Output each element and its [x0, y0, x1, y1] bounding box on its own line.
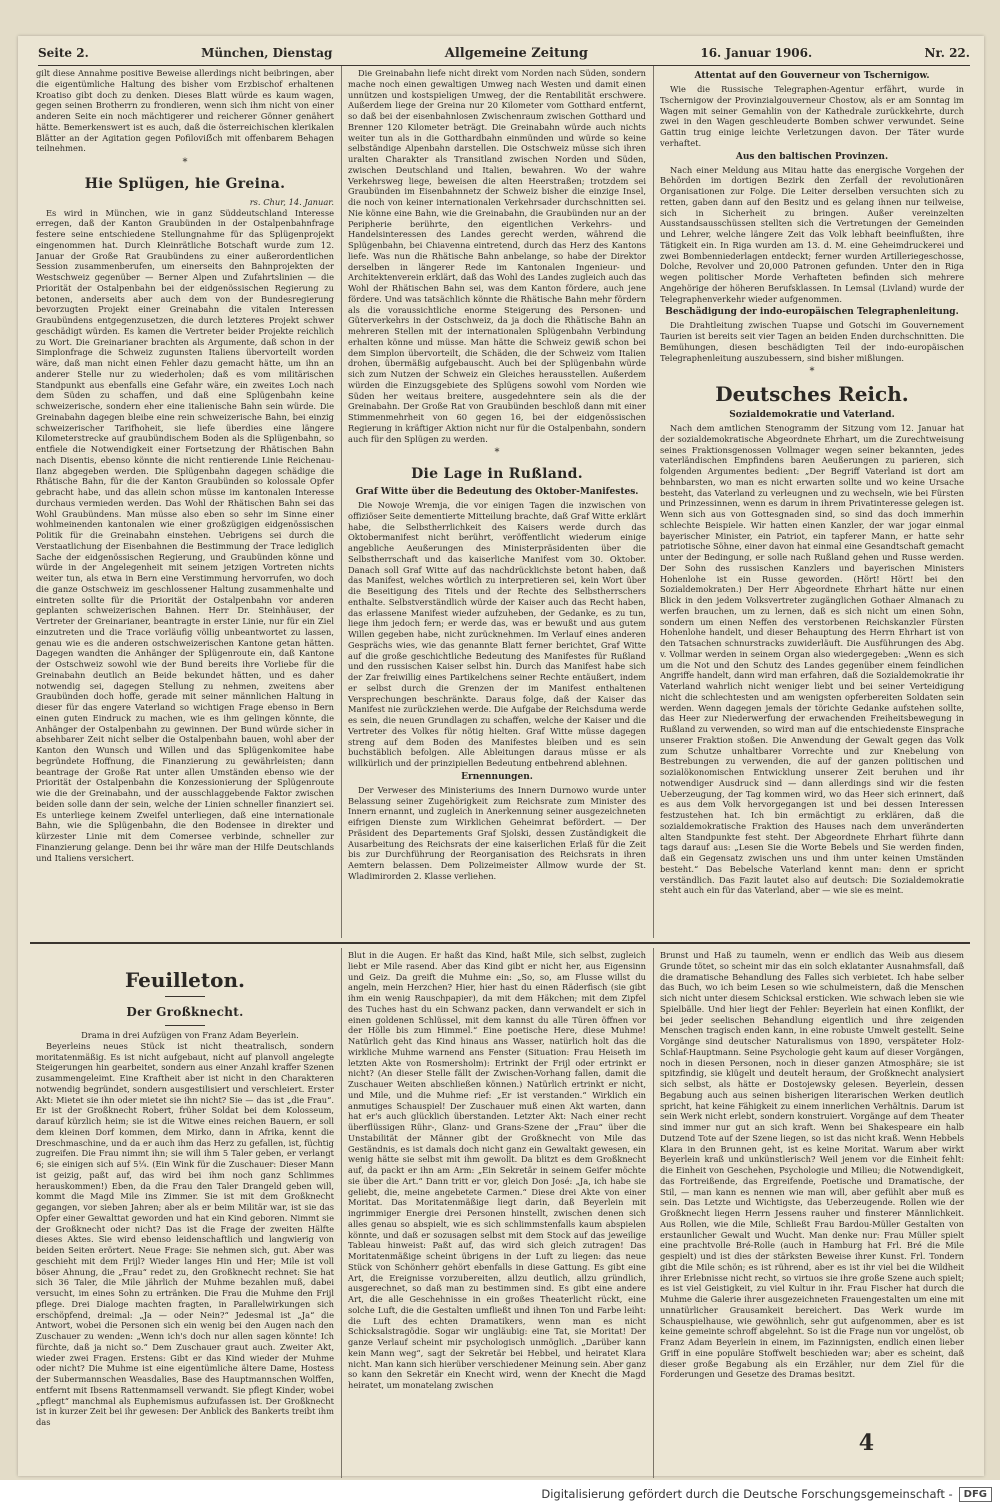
- feuilleton-title: Feuilleton.: [125, 968, 245, 992]
- article-dateline: rs. Chur, 14. Januar.: [249, 196, 334, 207]
- page-number: Seite 2.: [38, 46, 89, 60]
- article-subtitle: Graf Witte über die Bedeutung des Oktober-Manifestes.: [355, 487, 639, 497]
- city-date: München, Dienstag: [201, 46, 333, 60]
- column-rule: [653, 948, 654, 1478]
- feuilleton-byline: Drama in drei Aufzügen von Franz Adam Beyerlein.: [81, 1030, 299, 1040]
- feuilleton-body: Blut in die Augen. Er haßt das Kind, haßt Mile, sich selbst, zugleich liebt er Mile rasend. Aber das Kind gibt er nicht her, aus Eigensinn und Geiz. Da greift die Muhme ein: „So, so, am Flusse willst du angeln, mein Herzchen? Hier, hier hast du einen Räderfisch (sie gibt ihm ein wenig Rauschpapier), da mit dem Häkchen; mit dem Zipfel des Tuches hast du ein Schwanz packen, dann verwandelt er sich in einen goldenen Schlüssel, mit dem kannst du alle Türen öffnen vor der Hölle bis zum Himmel.“ Eine poetische Here, diese Muhme! Natürlich geht das Kind hinaus ans Wasser, natürlich holt das die wirkliche Muhme warnend ans Fenster (Situation: Frau Heiseth im letzten Akte von Rosmersholm): Ertrinkt der Frijl oder ertrinkt er nicht? (An dieser Stelle fällt der Zwischen-Vorhang fallen, damit die Zuschauer Weiten abschließen können.) Natürlich ertrinkt er nicht, und Mile, und die Muhme rief: „Er ist verstanden.“ Wirklich ein anmutiges Schauspiel! Der Zuschauer muß einen Akt warten, dann hat er's auch glücklich überstanden. Letzter Akt: Nach einer recht überflüssigen Rühr-, Glanz- und Grans-Szene der „Frau“ über die Unstabilität der Männer gibt der Großknecht von Mile das Geständnis, es ist damals doch nicht ganz ein Gewaltakt gewesen, ein wenig hätte sie selbst mit ihm gewollt. Da blitzt es dem Großknecht auf, da packt er ihn am Arm: „Ein Sekretär in seinem Geifer möchte sie über die Art.“ Dann tritt er vor, gleich Don José: „Ja, ich habe sie geliebt, die, meine angebetete Carmen.“ Diese drei Akte von einer Moritat. Das Moritatenmäßige liegt darin, daß Beyerlein mit ingrimmiger Energie drei Personen hinstellt, zwischen denen sich alles genau so abspielt, wie es sich schlimmstenfalls kaum abspielen könnte, und daß er sozusagen selbst mit dem Stock auf das jeweilige Tableau hinweist: Paßt auf, das wird sich gleich zutragen! Das Moritatenmäßige scheint übrigens in der Luft zu liegen: das neue Stück von Schönherr gehört ebenfalls in diese Gattung. Es gibt eine Art, die Ereignisse vorzubereiten, allzu deutlich, allzu gründlich, ausgerechnet, so daß man zu bestimmen sind. Es gibt eine andere Art, die alle Geschehnisse in ein großes Theaterlicht rückt, eine solche Luft, die die Gestalten umfließt und ihnen Ton und Farbe leiht: die Luft des echten Dramatikers, wenn man es nicht Schicksalstragödie. Sogar wir ungläubig: eine Tat, sie Moritat! Der ganze Verlauf scheint mir psychologisch unmöglich. „Darüber kann kein Mann weg“, sagt der Sekretär bei Hebbel, und heiratet Klara nicht. Man kann sich hierüber verschiedener Meinung sein. Aber ganz so kann den Sekretär ein Knecht wird, wenn der Knecht die Magd heiratet, um monatelang zwischen: [348, 950, 646, 1390]
- digitization-footer: [0, 1480, 1000, 1508]
- feuilleton-body: Brunst und Haß zu taumeln, wenn er endlich das Weib aus diesem Grunde tötet, so scheint mir das ein solch eklatanter Ausnahmsfall, daß die dramatische Behandlung des Falles sich verbietet. Ich habe selber das Buch, wo ich beim Lesen so wie schulmeistern, daß die Menschen sich nicht unter diesem Schicksal ersticken. Wie schwach leben sie wie Spielbälle. Und hier liegt der Fehler: Beyerlein hat einen Konflikt, der bei jeder seelischen Behandlung eigentlich und ihre zeigenden Menschen tragisch enden kann, in eine robuste Umwelt gestellt. Seine Vorgänge sind deutscher Naturalismus von 1890, verspäteter Holz-Schlaf-Hauptmann. Seine Psychologie geht kaum auf dieser Vorgängen, noch in diesen Personen, noch in dieser ganzen Atmosphäre; sie ist spitzfindig, sie klügelt und deutelt heraum, der Großknecht analysiert sich selbst, als hätte er Dostojewsky gelesen. Beyerlein, dessen Begabung auch aus seinen bisherigen literarischen Werken deutlich spricht, hat keine Fähigkeit zu einem innerlichen Verhältnis. Darum ist sein Werk nicht erlebt, sondern konstruiert. Vorgänge auf dem Theater sind immer nur gut an sich kraft. Wenn bei Shakespeare ein halb Dutzend Tote auf der Szene liegen, so ist das nicht kraß. Wenn Hebbels Klara in den Brunnen geht, ist es keine Moritat. Warum aber wirkt Beyerlein kraß und unkünstlerisch? Weil jenem vor die Einheit fehlt: die Einheit von Geschehen, Psychologie und Milieu; die Notwendigkeit, das Fortreißende, das Ergreifende, Poetische und Dramatische, der Stil, — man kann es nennen wie man will, aber gefühlt aber muß es sein. Das Letzte und Wichtigste, das Ueberzeugende. Rollen wie der Großknecht liegen Herrn Jessens rauher und finsterer Männlichkeit. Aus Rollen, wie die Mile, Schließt Frau Bardou-Müller Gestalten von erstaunlicher Gewalt und Wucht. Man denke nur: Frau Müller spielt eine prachtvolle Bré-Rolle (auch in Hamburg hat Frl. Bré die Mile gespielt) und ist dies der stärksten Beweise ihrer Kunst. Frl. Tondern gibt die Mile schön; es ist rührend, aber es ist ihr viel bei die Wildheit ihrer Erlebnisse nicht recht, so virtuos sie ihre große Szene auch spielt; es ist viel Geistigkeit, zu viel Kultur in ihr. Frau Fischer hat durch die Muhme die Galerie ihrer ausgezeichneten Frauengestalten um eine mit unnatürlicher Grausamkeit bereichert. Das Werk wurde im Schauspielhause, wie gewöhnlich, sehr gut aufgenommen, aber es ist keine gemeinte schroff abgelehnt. So ist die Frage nun vor ungelöst, ob Franz Adam Beyerlein in einem, im Fazinnigsten, endlich einen lieber Griff in eine populäre Stoffwelt beschieden war; aber es scheint, daß dieser große Begabung als ein Erzähler, nur dem Ziel für die Forderungen und Gesetze des Dramas besitzt.: [660, 950, 964, 1380]
- separator-star: *: [494, 447, 500, 459]
- feuilleton-column-1: [36, 950, 334, 1475]
- issue-number: Nr. 22.: [924, 46, 970, 60]
- article-body: Die Greinabahn liefe nicht direkt vom Norden nach Süden, sondern mache noch einen gewaltigen Umweg nach Westen und damit einen unnützen und kostspieligen Umweg, der die Rentabilität erschwere. Außerdem liege der Greina nur 20 Kilometer vom Gotthard entfernt, so daß bei der eisenbahnlosen Zwischenraum zwischen Gotthard und Brenner 120 Kilometer beträgt. Die Greinabahn würde auch nichts weiter tun als in die Gotthardbahn einmünden und würde so keine selbständige Alpenbahn darstellen. Die Ostschweiz müsse sich ihren uralten Charakter als Transitland zwischen Norden und Süden, zwischen Deutschland und Italien, bewahren. Wo der wahre Verkehrsweg liege, beweisen die alten Heerstraßen; trotzdem sei Graubünden im Eisenbahnnetz der Schweiz bisher die einzige Insel, die noch von keiner internationalen Verkehrsader durchschnitten sei. Nie könne eine Bahn, wie die Greinabahn, die Graubünden nur an der Peripherie berührte, den eigentlichen Verkehrs- und Handelsinteressen des Landes gerecht werden, während die Splügenbahn, bei Chiavenna eintretend, durch das Herz des Kantons liefe. Was nun die Rhätische Bahn anbelange, so habe der Direktor derselben in längerer Rede im Kantonalen Ingenieur- und Architektenverein erklärt, daß das Wohl des Landes zugleich auch das Wohl der Rhätischen Bahn sei, was dem Kanton fördere, auch jene fördere. Und was tatsächlich könnte die Rhätische Bahn mehr fördern als die voraussichtliche enorme Steigerung des Personen- und Güterverkehrs in der Ostschweiz, da ja doch die Rhätische Bahn an mehreren Stellen mit der internationalen Splügenbahn Verbindung erhalten könne und müsse. Man hätte die Schweiz gewiß schon bei dem Simplon übervorteilt, die Schäden, die der Schweiz vom Italien drohen, übermäßig aufgebauscht. Auch bei der Splügenbahn würde sich zum Nutzen der Schweiz ein Gleiches herausstellen. Außerdem würden die Einzugsgebiete des Splügens sowohl vom Norden wie Süden her weitaus breitere, ausgedehntere sein als die der Greinabahn. Der Große Rat von Graubünden beschloß dann mit einer Stimmenmehrheit von 60 gegen 16, bei der eidgenössischen Regierung in kräftiger Aktion nicht nur für die Ostalpenbahn, sondern auch für den Splügen zu werden.: [348, 68, 646, 444]
- issue-date: 16. Januar 1906.: [700, 46, 813, 60]
- title-rule: [165, 1025, 205, 1026]
- column-rule: [341, 948, 342, 1478]
- section-subtitle: Sozialdemokratie und Vaterland.: [729, 410, 895, 420]
- feuilleton-column-2: [348, 950, 646, 1475]
- feuilleton-column-3: [660, 950, 964, 1475]
- section-title: Deutsches Reich.: [715, 382, 909, 406]
- column-rule: [653, 66, 654, 938]
- column-3: [660, 68, 964, 940]
- section-subtitle: Beschädigung der indo-europäischen Telegraphenleitung.: [665, 307, 959, 318]
- separator-star: *: [182, 157, 188, 168]
- column-1: [36, 68, 334, 940]
- article-body: Die Drahtleitung zwischen Tuapse und Gotschi im Gouvernement Taurien ist bereits seit vier Tagen an beiden Enden durchschnitten. Die Bemühungen, diesen beschädigten Teil der indo-europäischen Telegraphenleitung auszubessern, sind bisher mißlungen.: [660, 320, 964, 363]
- page-header: [38, 44, 970, 66]
- section-subtitle: Aus den baltischen Provinzen.: [735, 151, 889, 162]
- section-subtitle: Attentat auf den Gouverneur von Tschernigow.: [694, 71, 930, 81]
- dfg-logo: DFG: [959, 1487, 992, 1502]
- article-title: Hie Splügen, hie Greina.: [84, 175, 286, 192]
- article-body: Die Nowoje Wremja, die vor einigen Tagen die inzwischen von offiziöser Seite dementierte Mitteilung brachte, daß Graf Witte erklärt habe, die Selbstherrlichkeit des Kaisers werde durch das Oktobermanifest nicht berührt, veröffentlicht wiederum einige angebliche Aeußerungen des Ministerpräsidenten über die Selbstherrschaft und das kaiserliche Manifest vom 30. Oktober. Danach soll Graf Witte auf das nachdrücklichste betont haben, daß das Manifest, welches wörtlich zu interpretieren sei, kein Wort über die Beseitigung des Titels und der Rechte des Selbstherrschers enthalte. Selbstverständlich würde der Kaiser auch das Recht haben, das erlassene Manifest wieder aufzuheben, der Gedanke, es zu tun, liege ihm jedoch fern; er werde das, was er bewußt und aus gutem Willen gegeben habe, nicht zurücknehmen. Im Verlauf eines anderen Gesprächs wies, wie das genannte Blatt ferner berichtet, Graf Witte auf die große geschichtliche Bedeutung des Manifestes für Rußland und den russischen Kaiser selbst hin. Durch das Manifest habe sich der Zar freiwillig eines Partikelchens seiner Rechte entäußert, indem er selbst durch die Grenzen der im Manifest enthaltenen Versprechungen beschränkte. Daraus folge, daß der Kaiser das Manifest nie zurückziehen werde. Die Aufgabe der Reichsduma werde es sein, die neuen Grundlagen zu schaffen, welche der Kaiser und die Vertreter des Volkes für nötig hielten. Graf Witte müsse dagegen streng auf dem Boden des Manifestes bleiben und es sein buchstäblich befolgen. Alle Ableitungen daraus müsse er als willkürlich und der prinzipiellen Bedeutung entbehrend ablehnen.: [348, 500, 646, 768]
- article-body: Der Verweser des Ministeriums des Innern Durnowo wurde unter Belassung seiner Zugehörigkeit zum Reichsrate zum Minister des Innern ernannt, und zugleich in Anerkennung seiner ausgezeichneten eifrigen Dienste zum Wirklichen Geheimrat befördert. — Der Präsident des Departements Graf Sjolski, dessen Zuständigkeit die Ausarbeitung des Reichsrats der eine kaiserlichen Erlaß für die Zeit bis zur Durchführung der Reorganisation des Reichsrats in ihren Aemtern belassen. Dem Polizeimeister Allmow wurde der St. Wladimirorden 2. Klasse verliehen.: [348, 784, 646, 881]
- newspaper-name: Allgemeine Zeitung: [444, 45, 588, 61]
- feuilleton-subtitle: Der Großknecht.: [126, 1005, 244, 1019]
- article-body: Wie die Russische Telegraphen-Agentur erfährt, wurde in Tschernigow der Provinzialgouverneur Chostow, als er am Sonntag im Wagen mit seiner Gemahlin von der Kathedrale zurückkehrte, durch zwei in den Wagen geschleuderte Bomben schwer verwundet. Seine Gattin trug einige leichte Verletzungen davon. Der Täter wurde verhaftet.: [660, 84, 964, 148]
- article-continuation: gilt diese Annahme positive Beweise allerdings nicht beibringen, aber die eigentümliche Haltung des bisher vom Erzbischof erhaltenen Kroatiso gibt doch zu denken. Dieses Blatt würde es kaum wagen, gegen seinen Brotherrn zu frondieren, wenn sich ihm nicht von einer anderen Seite ein noch mächtigerer und reicherer Gönner genähert hätte. Bemerkenswert ist es auch, daß die österreichischen klerikalen Blätter an der Agitation gegen Pofiloviẞch mit offenbarem Behagen teilnehmen.: [36, 68, 334, 154]
- page-mark: 4: [858, 1430, 874, 1456]
- article-body: Es wird in München, wie in ganz Süddeutschland Interesse erregen, daß der Kanton Graubünden in der Ostalpenbahnfrage festere seine entschiedene Stellungnahme für das Splügenprojekt eingenommen hat. Durch Kleinrätliche Botschaft wurde zum 12. Januar der Große Rat Graubündens zu einer außerordentlichen Session zusammenberufen, um einerseits den Bahnprojekten der Westschweiz gegenüber — Berner Alpen und Zufahrtslinien — die Priorität der Ostalpenbahn bei der eidgenössischen Regierung zu betonen, anderseits aber auch dem von der Bundesregierung bevorzugten Projekt einer Greinabahn die vitalen Interessen Graubündens entgegenzusetzen, die durch letzteres Projekt schwer geschädigt würden. Es kamen die Vertreter beider Projekte reichlich zu Wort. Die Greinarianer brachten als Argumente, daß schon in der Simplonfrage die Schweiz zugunsten Italiens übervorteilt worden wäre, daß man nicht einen Fehler dazu gemacht hätte, um ihn an anderer Stelle nur zu wiederholen; daß es vom militärischen Standpunkt aus ebenfalls eine Gefahr wäre, ein zweites Loch nach dem Süden zu schaffen, und daß eine Splügenbahn keine schweizerische, sondern eher eine italienische Bahn sein würde. Die Greinabahn dagegen bleibe eine rein schweizerische Bahn, bei einzig schweizerischer Tarifhoheit, sie liefe überdies eine längere Kilometerstrecke auf graubündischem Boden als die Splügenbahn, so entfiele die Notwendigkeit einer Fortsetzung der Rhätischen Bahn nach Disentis, ebenso könnte die nicht rentierende Linie Reichenau-Ilanz abgegeben werden. Die Splügenbahn dagegen schädige die Rhätische Bahn, für die der Kanton Graubünden so kolossale Opfer gebracht habe, und das allein schon müsse im kantonalen Interesse durchaus vermieden werden. Das Wohl der Rhätischen Bahn sei das Wohl Graubündens. Man müsse also eben so sehr im Sinne einer wohlmeinenden kantonalen wie einer großzügigen eidgenössischen Politik für die Greinabahn einstehen. Uebrigens sei durch die Verstaatlichung der Eisenbahnen die Bestimmung der Trace lediglich Sache der eidgenössischen Regierung, und Graubünden könne und würde in der Angelegenheit mit seinem jetzigen Vortreten nichts weiter tun, als etwa in Bern eine Verstimmung hervorrufen, wo doch die ganze Ostschweiz im geschlossener Haltung zusammenhalte und eintreten sollte für die Priorität der Ostalpenbahn vor anderen geplanten schweizerischen Bahnen. Herr Dr. Steinhäuser, der Vertreter der Greinarianer, beantragte in erster Linie, nur für ein Ziel einzutreten und die Trace vorläufig völlig unbeantwortet zu lassen, genau wie es die anderen ostschweizerischen Kantone getan hätten. Dagegen wandten die Anhänger der Splügenroute ein, daß Kantone der Ostschweiz sowohl wie der Bund bereits ihre Vorliebe für die Greinabahn deutlich an Beide bekundet hätten, und es daher notwendig sei, dagegen Stellung zu nehmen, zweitens aber Graubünden doch hoffe, gerade mit seiner männlichen Haltung in dieser für das engere Vaterland so wichtigen Frage ebenso in Bern einen guten Eindruck zu machen, wie es ihm gelingen könnte, die Anhänger der Ostalpenbahn zu gewinnen. Der Bund würde sicher in absehbarer Zeit nicht selber die Ostalpenbahn bauen, wohl aber der Kanton den Wunsch und Willen und das Splügenkomitee habe begründete Hoffnung, die Finanzierung zu gewährleisten; dann beantrage der Große Rat unter allen Umständen ebenso wie der Priorität der Ostalpenbahn die Konzessionierung der Splügenroute wie die der Greinabahn, und der ausschlaggebende Faktor zwischen beiden solle dann der sein, welche der Linien schneller finanziert sei. Es unterliege keinem Zweifel unterliegen, daß eine internationale Bahn, wie die Splügenbahn, die den Bodensee in direkter und kürzester Linie mit dem Comersee verbinde, schneller zur Finanzierung gelange. Denn bei ihr wäre man der Hilfe Deutschlands und Italiens versichert.: [36, 207, 334, 863]
- article-title: Die Lage in Rußland.: [411, 466, 583, 482]
- section-divider: [30, 942, 970, 944]
- footer-text: Digitalisierung gefördert durch die Deutsche Forschungsgemeinschaft -: [541, 1487, 953, 1501]
- separator-star: *: [809, 366, 815, 378]
- column-rule: [341, 66, 342, 938]
- section-subtitle: Ernennungen.: [461, 771, 533, 782]
- column-2: [348, 68, 646, 940]
- article-body: Nach einer Meldung aus Mitau hatte das energische Vorgehen der Behörden im dortigen Bezirk den Zerfall der revolutionären Organisationen zur Folge. Die Leiter derselben versuchten sich zu retten, gaben dann auf den Besitz und es gelang ihnen nur teilweise, sich in Sicherheit zu bringen. Außer vereinzelten Ausstandsausschüssen stellten sich die Vertretungen der Gemeinden und Lehrer, welche längere Zeit das Volk lebhaft beeinflußten, ihre Tätigkeit ein. In Riga wurden am 13. d. M. eine Geheimdruckerei und zwei Bombenniederlagen entdeckt; ferner wurden Artilleriegeschosse, Dolche, Revolver und 20,000 Patronen gefunden. Unter den in Riga wegen politischer Morde Verhafteten befinden sich mehrere Angehörige der höheren Berufsklassen. In Lemsal (Livland) wurde der Telegraphenverkehr wieder aufgenommen.: [660, 164, 964, 304]
- feuilleton-body: Beyerleins neues Stück ist nicht theatralisch, sondern moritatenmäßig. Es ist nicht aufgebaut, nicht auf planvoll angelegte Steigerungen hin gearbeitet, sondern aus einer Anzahl kraffer Szenen zusammengeleimt. Eine Kraftheit aber ist nicht in den Charakteren notwendig begründet, sondern ausgestilisiert und verschleiert. Erster Akt: Mietet sie ihn oder mietet sie ihn nicht? Sie — das ist „die Frau“. Er ist der Großknecht Robert, früher Soldat bei dem Kolosseum, darauf kürzlich heim; sie ist die Witwe eines reichen Bauern, er soll dem kleinen Dorf kommen, dem Mirko, dann in Afrika, kennt die Dreschmaschine, und da er auch ihm das Herz zu gefallen, ist, füchtig zugreifen. Die Frau nimmt ihn; sie will ihm 5 Taler geben, er verlangt 6; sie einigen sich auf 5¼. (Ein Wink für die Zuschauer: Dieser Mann ist geizig, paßt auf, das wird bei ihm noch ganz Schlimmes herauskommen!) Eben, da die Frau den Taler Drangeld geben will, kommt die Magd Mile ins Zimmer. Sie ist mit dem Großknecht gegangen, vor sieben Jahren; aber als er beim Militär war, ist sie das Opfer einer Gewalttat geworden und hat ein Kind geboren. Nimmt sie der Großknecht oder nicht? Das ist die Frage der zweiten Hälfte dieses Aktes. Sie wird ebenso leidenschaftlich und langwierig von beiden Seiten erörtert. Neue Frage: Sie nehmen sich, gut. Aber was geschieht mit dem Frijl? Wieder langes Hin und Her; Mile ist voll böser Ahnung, die „Frau“ redet zu, den Großknecht rechnet: Sie hat sich 36 Taler, die Mile jährlich der Muhme bezahlen muß, dabei versucht, im eines Sohn zu ertränken. Die Frau die Muhme den Frijl pflege. Drei Dialoge machten fragten, in Parallelwirkungen sich erschöpfend, dreimal: „Ja — oder Nein?“ Jedesmal ist „Ja“ die Antwort, wobei die Personen sich ein wenig bei den Augen nach den Zuschauer zu wenden: „Wenn ich's doch nur allen sagen könnte! Ich fürchte, daß ja nicht so.“ Dem Zuschauer graut auch. Zweiter Akt, wieder zwei Fragen. Erstens: Gibt er das Kind wieder der Muhme oder nicht? Die Muhme ist eine eigentümliche ältere Dame, Hostess der Subermannschen Weasdalies, Base des Hauptmannschen Wolffen, entfernt mit Ibsens Rattenmamsell verwandt. Sie pflegt Kinder, wobei „pflegt“ manchmal als Euphemismus aufzufassen ist. Der Großknecht ist in kurzer Zeit bei ihr gewesen: Der Anblick des Bankerts treibt ihm das: [36, 1040, 334, 1427]
- title-rule: [165, 996, 205, 997]
- article-body: Nach dem amtlichen Stenogramm der Sitzung vom 12. Januar hat der sozialdemokratische Abgeordnete Ehrhart, um die Zurechtweisung seines Fraktionsgenossen Vollmager wegen seiner bekannten, jedes vaterländischen Empfindens baren Aeußerungen zu parieren, sich folgenden Argumentes bedient: „Der Begriff Vaterland ist dort am behnbarsten, wo man es nicht erwarten sollte und wo keine Ursache besteht, das Vaterland zu verleugnen und zu wechseln, wie bei Fürsten und Prinzessinnen, wenn es darum in ihrem Privatinteresse gelegen ist. Wenn sich aus von Gottesgnaden sind, so sind das doch immerhin schlechte Beispiele. Wir hatten einen Kanzler, der war jogar einmal bayerischer Minister, ein Patriot, ein tapferer Mann, er hatte sehr patriotische Söhne, einer davon hat einmal eine Gesandtschaft gemacht unter der Bedingung, er solle nach Rußland gehen und Russe werden. Der Sohn des russischen Kanzlers und bayerischen Ministers Hohenlohe ist ein Russe geworden. (Hört! Hört! bei den Sozialdemokraten.) Der Herr Abgeordnete Ehrhart hätte nur einen Blick in den jedem Volksvertreter zugänglichen Gothaer Almanach zu werfen brauchen, um zu lernen, daß es sich nicht um einen Sohn, sondern um einen Neffen des verstorbenen Reichskanzler Fürsten Hohenlohe handelt, und dieser Behauptung des Herrn Ehrhart ist von den Tatsachen schnurstracks zuwiderläuft. Die Ausführungen des Abg. v. Vollmar werden in seinem Organ also wiedergegeben: „Wenn es sich um die Not und den Schutz des Landes gegenüber einem feindlichen Angriffe handelt, dann wird man erfahren, daß die Sozialdemokratie ihr Vaterland wahrlich nicht weniger liebt und bei seiner Verteidigung nicht die schlechtesten und am wenigsten opferbereiten Soldaten sein werden. Wenn dagegen jemals der törichte Gedanke aufstehen sollte, das Heer zur Niederwerfung der erwachenden Freiheitsbewegung in Rußland zu verwenden, so wird man auf die entschiedenste Einsprache unserer Fraktion stoßen. Die Anwendung der Gewalt gegen das Volk zum Schutze unhaltbarer Vorrechte und zur Knebelung von Bestrebungen zu verwenden, die auf der ganzen politischen und sozialökonomischen Entwicklung unserer Zeit beruhen und ihr notwendiger Ausdruck sind — dann allerdings sind wir die festen Ueberzeugung, der Tag kommen wird, wo das Heer sich erinnert, daß es aus dem Volk hervorgegangen ist und bei dessen Interessen festzustehen hat. Ich bin ermächtigt zu erklären, daß die sozialdemokratische Fraktion des Hauses nach dem unveränderten alten Standpunkte fest steht. Der Abgeordnete Ehrhart führte dann tags darauf aus: „Lesen Sie die Worte Bebels und Sie werden finden, daß ein Gegensatz zwischen uns und ihm unter keinen Umständen besteht.“ Das Bebelsche Vaterland kennt man: denn er spricht verständlich. Das Fazit lautet also auf deutsch: Die Sozialdemokratie steht auch ein für das Vaterland, aber — wie sie es meint.: [660, 423, 964, 896]
